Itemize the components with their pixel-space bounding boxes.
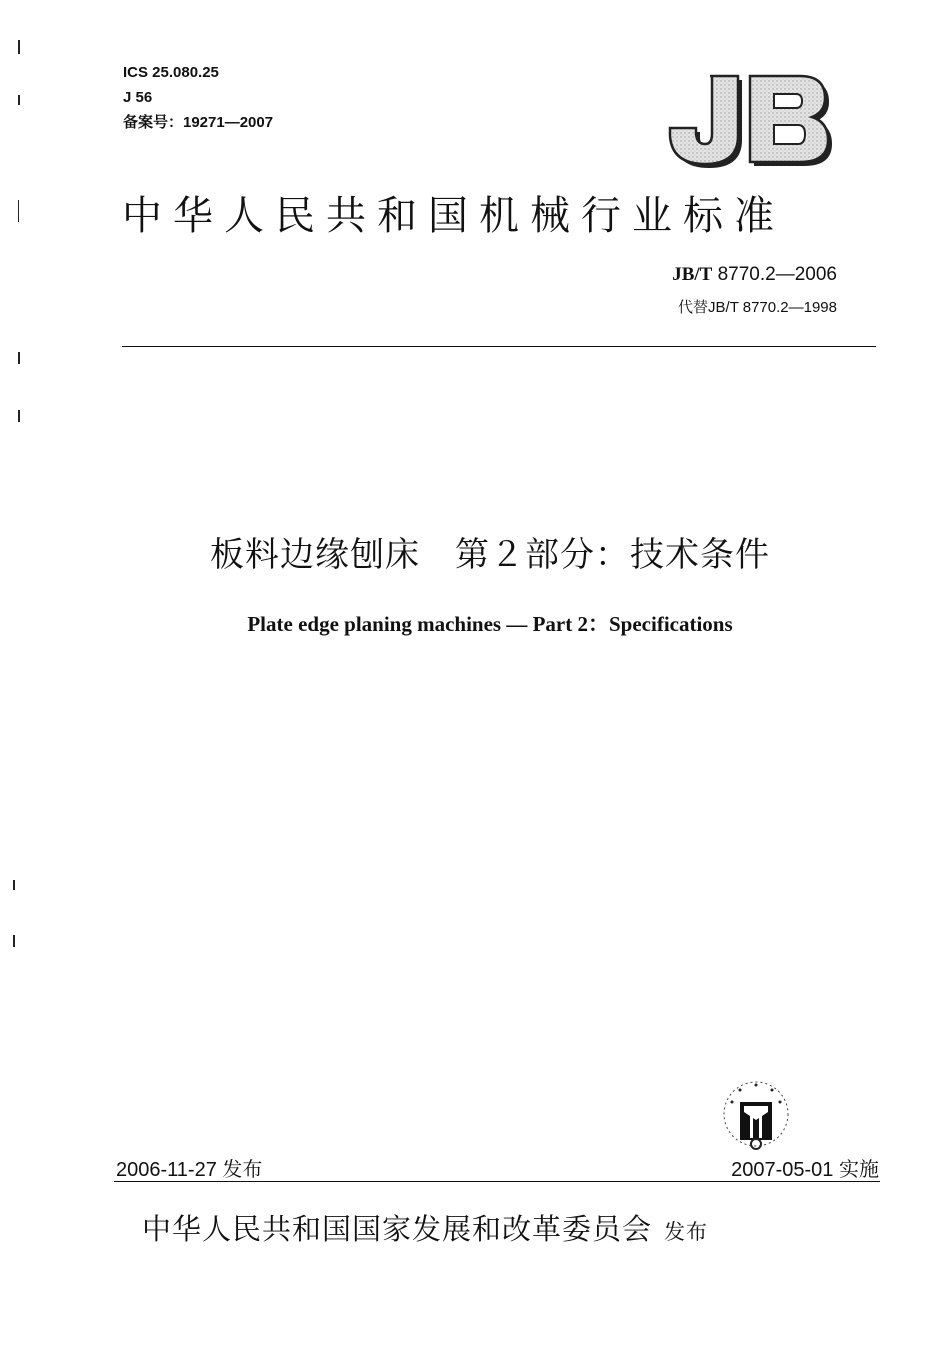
- replaces-note: 代替JB/T 8770.2—1998: [678, 299, 837, 316]
- standard-number-prefix: JB/T: [672, 264, 713, 285]
- publisher-name: 中华人民共和国国家发展和改革委员会: [142, 1212, 653, 1246]
- chinese-title: 板料边缘刨床 第２部分：技术条件: [210, 535, 770, 575]
- ccs-code: J 56: [123, 89, 153, 106]
- publisher-action: 发布: [664, 1220, 709, 1244]
- header-divider: [122, 346, 876, 347]
- scan-mark: [13, 935, 15, 947]
- record-number: 备案号：19271—2007: [123, 114, 274, 131]
- issue-date: 2006-11-27 发布: [116, 1159, 263, 1181]
- standard-number-value: 8770.2—2006: [717, 264, 837, 285]
- publisher-emblem-icon: [710, 1072, 802, 1152]
- scan-mark: [18, 40, 20, 54]
- implementation-date: 2007-05-01 实施: [731, 1159, 879, 1181]
- footer-divider: [114, 1181, 880, 1182]
- jb-logo-icon: [660, 68, 835, 168]
- scan-mark: [18, 200, 19, 222]
- publisher: [142, 1207, 708, 1248]
- standard-category-title: 中华人民共和国机械行业标准: [122, 193, 785, 239]
- scan-mark: [18, 95, 20, 105]
- scan-mark: [13, 880, 15, 890]
- ics-code: ICS 25.080.25: [123, 64, 219, 81]
- scan-mark: [18, 410, 20, 422]
- standard-number: [672, 264, 837, 286]
- scan-mark: [18, 352, 20, 364]
- english-title: Plate edge planing machines — Part 2：Specifications: [247, 612, 733, 636]
